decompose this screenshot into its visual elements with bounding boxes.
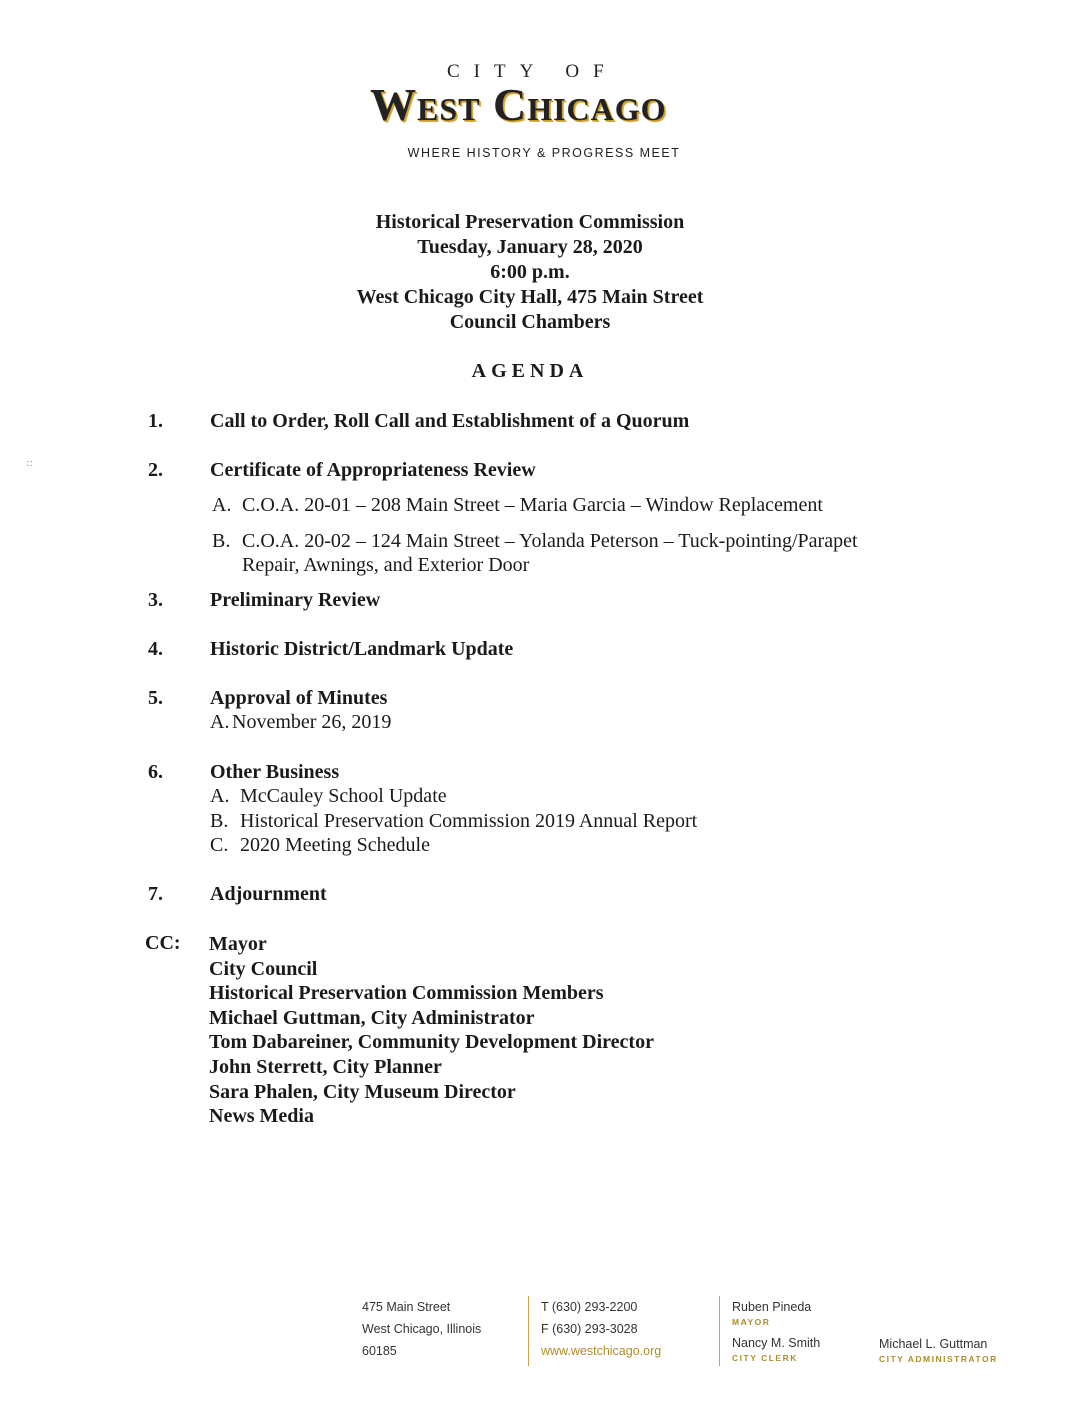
footer-street: 475 Main Street bbox=[362, 1300, 451, 1314]
subitem-text: C.O.A. 20-01 – 208 Main Street – Maria Garcia – Window Replacement bbox=[242, 494, 823, 516]
item-number: 6. bbox=[148, 761, 163, 783]
subitem-text: Historical Preservation Commission 2019 Annual Report bbox=[240, 810, 698, 832]
item-number: 7. bbox=[148, 883, 163, 905]
item-title: Certificate of Appropriateness Review bbox=[210, 459, 536, 481]
item-title: Other Business bbox=[210, 761, 340, 783]
cc-recipient: Historical Preservation Commission Members bbox=[209, 982, 604, 1005]
cc-recipient: Mayor bbox=[209, 933, 267, 955]
footer-mayor-role: MAYOR bbox=[732, 1317, 771, 1327]
logo-city-of: CITY OF bbox=[447, 61, 618, 82]
footer-admin-name: Michael L. Guttman bbox=[879, 1337, 988, 1351]
subitem-continuation: Repair, Awnings, and Exterior Door bbox=[242, 554, 530, 576]
footer-clerk-name: Nancy M. Smith bbox=[732, 1336, 821, 1350]
footer-divider bbox=[719, 1296, 720, 1366]
item-number: 2. bbox=[148, 459, 163, 481]
item-number: 1. bbox=[148, 410, 163, 432]
item-number: 5. bbox=[148, 687, 163, 709]
subitem-letter: A. bbox=[210, 711, 230, 733]
footer-admin-role: CITY ADMINISTRATOR bbox=[879, 1354, 998, 1364]
cc-list bbox=[209, 932, 654, 1129]
subitem-letter: B. bbox=[212, 530, 231, 552]
footer-administrator bbox=[879, 1334, 998, 1364]
footer-officials bbox=[732, 1297, 820, 1363]
cc-recipient: Michael Guttman, City Administrator bbox=[209, 1006, 535, 1029]
footer-phone: T (630) 293-2200 bbox=[541, 1300, 638, 1314]
subitem-text: 2020 Meeting Schedule bbox=[240, 834, 430, 856]
footer-website-link[interactable]: www.westchicago.org bbox=[541, 1344, 662, 1358]
logo-city-name: West Chicago bbox=[370, 79, 667, 130]
item-number: 4. bbox=[148, 638, 163, 660]
item-title: Adjournment bbox=[210, 883, 327, 905]
agenda-subitem-6c bbox=[210, 834, 430, 857]
item-title: Approval of Minutes bbox=[210, 687, 388, 709]
cc-recipient: City Council bbox=[209, 957, 318, 980]
footer-contact bbox=[541, 1297, 661, 1361]
cc-recipient: Tom Dabareiner, Community Development Director bbox=[209, 1031, 654, 1054]
agenda-subitem-2a bbox=[212, 494, 823, 517]
footer-address bbox=[362, 1297, 481, 1361]
subitem-text: McCauley School Update bbox=[240, 785, 447, 807]
meeting-date: Tuesday, January 28, 2020 bbox=[417, 236, 643, 258]
meeting-time: 6:00 p.m. bbox=[490, 261, 570, 283]
meeting-header bbox=[0, 210, 1060, 335]
footer-fax: F (630) 293-3028 bbox=[541, 1322, 638, 1336]
subitem-letter: C. bbox=[210, 834, 229, 856]
cc-recipient: John Sterrett, City Planner bbox=[209, 1055, 442, 1078]
meeting-location: West Chicago City Hall, 475 Main Street bbox=[356, 286, 704, 308]
cc-recipient: Sara Phalen, City Museum Director bbox=[209, 1080, 516, 1103]
subitem-text: November 26, 2019 bbox=[232, 711, 392, 733]
footer-city: West Chicago, Illinois bbox=[362, 1322, 482, 1336]
footer-clerk-role: CITY CLERK bbox=[732, 1353, 798, 1363]
cc-recipient: News Media bbox=[209, 1105, 314, 1128]
subitem-text: C.O.A. 20-02 – 124 Main Street – Yolanda Peterson – Tuck-pointing/Parapet bbox=[242, 530, 858, 552]
agenda-subitem-6b bbox=[210, 810, 697, 833]
subitem-letter: A. bbox=[210, 785, 230, 807]
item-number: 3. bbox=[148, 589, 163, 611]
footer-divider bbox=[528, 1296, 529, 1366]
meeting-room: Council Chambers bbox=[449, 311, 611, 333]
footer-zip: 60185 bbox=[362, 1344, 397, 1358]
agenda-subitem-2b bbox=[212, 529, 858, 577]
margin-mark: :: bbox=[26, 458, 33, 469]
item-title: Preliminary Review bbox=[210, 589, 381, 611]
footer-mayor-name: Ruben Pineda bbox=[732, 1300, 812, 1314]
agenda-subitem-5a bbox=[210, 711, 391, 734]
item-title: Call to Order, Roll Call and Establishment of a Quorum bbox=[210, 410, 690, 432]
cc-label: CC: bbox=[145, 932, 181, 954]
agenda-subitem-6a bbox=[210, 785, 447, 808]
logo-tagline: WHERE HISTORY & PROGRESS MEET bbox=[407, 146, 681, 160]
item-title: Historic District/Landmark Update bbox=[210, 638, 514, 660]
subitem-letter: A. bbox=[212, 494, 232, 516]
subitem-letter: B. bbox=[210, 810, 229, 832]
agenda-title: AGENDA bbox=[471, 360, 589, 382]
commission-name: Historical Preservation Commission bbox=[375, 211, 685, 233]
